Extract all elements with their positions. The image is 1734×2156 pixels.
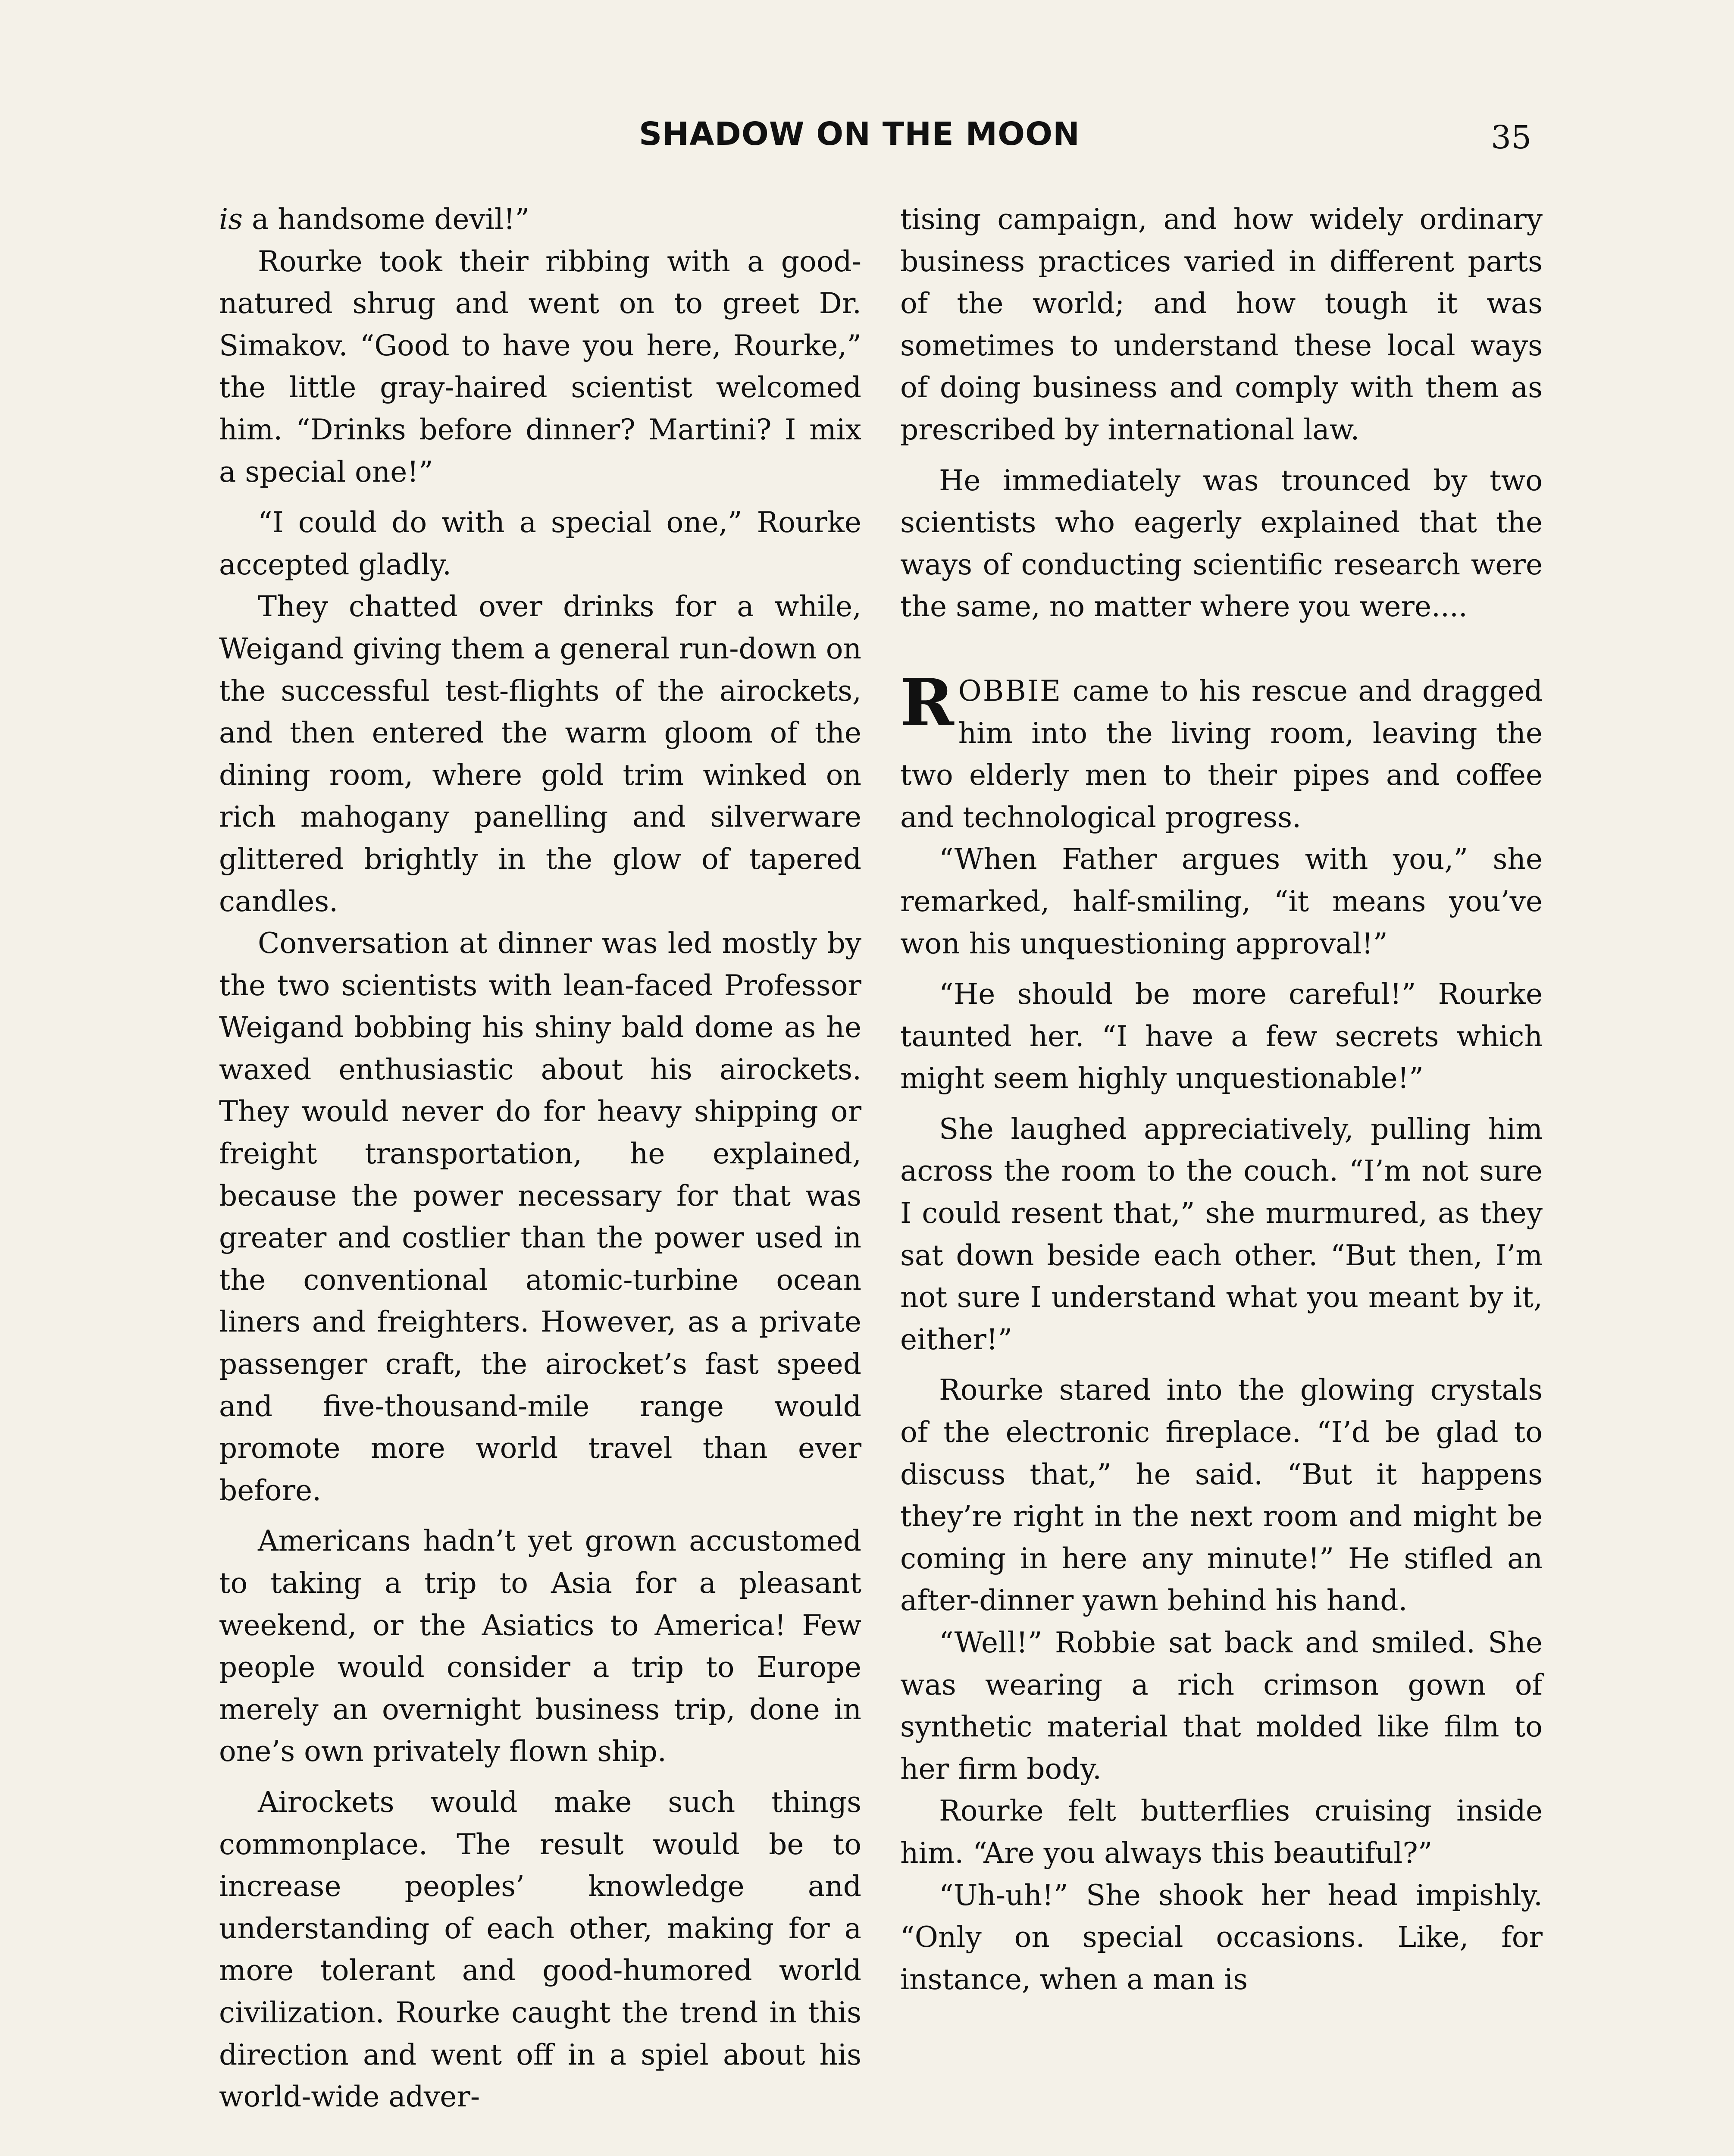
paragraph-text: came to his rescue and dragged him into the living room, leaving the two elderly men to their pipes and coffee and technological progress. (900, 674, 1543, 834)
small-caps-name: OBBIE (958, 674, 1062, 708)
paragraph: “Uh-uh!” She shook her head impishly. “Only on special occasions. Like, for instance, when a man is (900, 1878, 1543, 1996)
paragraph: Americans hadn’t yet grown accustomed to taking a trip to Asia for a pleasant weekend, or the Asiatics to America! Few people would consider a trip to Europe merely an overnight business trip, done in one’s own privately flown ship. (219, 1524, 861, 1768)
paragraph: She laughed appreciatively, pulling him across the room to the couch. “I’m not sure I could resent that,” she murmured, as they sat down beside each other. “But then, I’m not sure I understand what you meant by it, either!” (900, 1112, 1543, 1356)
paragraph: Airockets would make such things commonplace. The result would be to increase peoples’ knowledge and understanding of each other, making for a more tolerant and good-humored world civilization. Rourke caught the trend in this direction and went off in a spiel about his world-wide adver- (219, 1785, 861, 2114)
paragraph: “He should be more careful!” Rourke taunted her. “I have a few secrets which might seem highly unquestionable!” (900, 978, 1543, 1095)
right-text-column (900, 198, 1543, 2000)
paragraph: tising campaign, and how widely ordinary business practices varied in different parts of the world; and how tough it was sometimes to understand these local ways of doing business and comply with them as prescribed by international law. (900, 203, 1543, 446)
paragraph: Conversation at dinner was led mostly by the two scientists with lean-faced Professor Weigand bobbing his shiny bald dome as he waxed enthusiastic about his airockets. They would never do for heavy shipping or freight transportation, he explained, because the power necessary for that was greater and costlier than the power used in the conventional atomic-turbine ocean liners and freighters. However, as a private passenger craft, the airocket’s fast speed and five-thousand-mile range would promote more world travel than ever before. (219, 927, 861, 1507)
paragraph: They chatted over drinks for a while, Weigand giving them a general run-down on the successful test-flights of the airockets, and then entered the warm gloom of the dining room, where gold trim winked on rich mahogany panelling and silverware glittered brightly in the glow of tapered candles. (219, 590, 861, 918)
paragraph: “I could do with a special one,” Rourke accepted gladly. (219, 506, 861, 581)
paragraph: Rourke stared into the glowing crystals of the electronic fireplace. “I’d be glad to discuss that,” he said. “But it happens they’re right in the next room and might be coming in here any minute!” He stifled an after-dinner yawn behind his hand. (900, 1373, 1543, 1617)
paragraph (219, 198, 861, 241)
running-head-title: SHADOW ON THE MOON (639, 116, 1080, 153)
paragraph: Rourke felt butterflies cruising inside him. “Are you always this beautiful?” (900, 1794, 1543, 1870)
paragraph: “Well!” Robbie sat back and smiled. She was wearing a rich crimson gown of synthetic material that molded like film to her firm body. (900, 1626, 1543, 1786)
italic-word: is (219, 203, 243, 236)
left-text-column (219, 198, 861, 2118)
section-opening-paragraph (900, 664, 1543, 838)
paragraph: He immediately was trounced by two scientists who eagerly explained that the ways of conducting scientific research were the same, no matter where you were.... (900, 464, 1543, 624)
page-number: 35 (1491, 119, 1532, 156)
drop-cap: R (900, 664, 954, 741)
paragraph: “When Father argues with you,” she remarked, half-smiling, “it means you’ve won his unquestioning approval!” (900, 843, 1543, 960)
paragraph-text: a handsome devil!” (242, 203, 530, 236)
paragraph: Rourke took their ribbing with a good-natured shrug and went on to greet Dr. Simakov. “Good to have you here, Rourke,” the little gray-haired scientist welcomed him. “Drinks before dinner? Martini? I mix a special one!” (219, 244, 861, 489)
